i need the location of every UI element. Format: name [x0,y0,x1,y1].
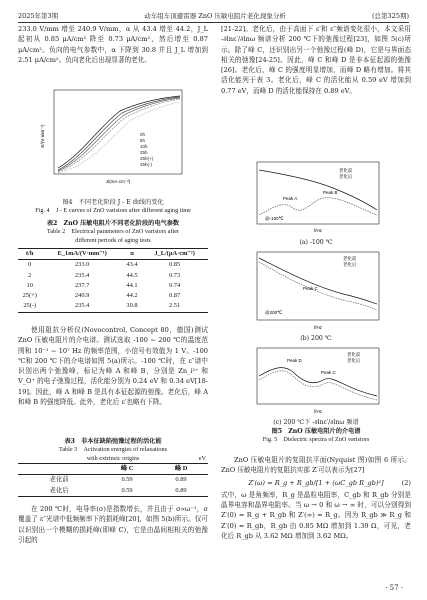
table-cell: 237.7 [74,281,90,289]
header-issue: 2025年第3期 [18,12,59,20]
left-mid-paragraph: 使用阻抗分析仪(Novocontrol, Concept 80，德国)测试 ZnO 压敏电阻片的介电谱。测试选取 -100 ~ 200 ℃的温度范围和 10⁻¹ ~ 10⁷ Hz 的频率范围，小信号有效值为 1 V。-100 ℃和 200 ℃下的介电谱如图 5(a)所示。-100 ℃时，在 ε″谱中识别出两个弛豫峰，标记为峰 A 和峰 B，分别是 Zn_i²⁺ 和 V_O⁺ 的电子弛豫过程，活化能分别为 0.24 eV 和 0.34 eV[18-19]。因此，峰 A 和峰 B 是具有本征起源的弛豫。老化后，峰 A 和峰 B 的强度降低。此外，老化后 ε′也略有下降。 [18,326,208,407]
table-row [18,260,208,271]
fig4-caption-cn: 图4 不同老化阶段 J - E 曲线的变化 [62,199,164,206]
fig5a-frame [257,162,379,224]
fig5a-curve-eps-double [259,198,377,215]
fig5a-xlabel: f/Hz [313,228,323,233]
fig5c-curve-before [259,368,377,396]
table2-header-e1ma: E_1mA/(V·mm⁻¹) [57,250,107,257]
table-cell: 25(+) [22,292,37,300]
fig5c-subcaption: (c) 200 ℃下 -∂lnε′/∂lnω 频谱 [273,419,359,426]
right-last-paragraph: 式中，ω 是角频率，R_g 是晶粒电阻率，C_gb 和 R_gb 分别是晶界电容和晶界电阻率。当 ω → 0 和 ω → ∞ 时，可以分别得到 Z′(0) = R_g + R_gb 和 Z′(∞) = R_g。因为 R_gb ≫ R_g 和 Z′(0) ≈ R_gb，R_gb 由 0.85 MΩ 增加到 1.39 Ω，可见，老化后 R_gb 从 3.62 MΩ 增加到 3.62 MΩ。 [221,490,411,541]
fig5a-subcaption: (a) -100 ℃ [299,239,333,246]
fig5-caption-block [221,418,411,445]
table2-title-en-1: Table 2 Electrical parameters of ZnO varistors after [46,228,180,235]
fig5c-frame [257,348,379,404]
left-bottom-paragraph: 在 200 ℃时，电导率(σ)是指数增长，并且由于 σ∝ω⁻¹，σ 覆盖了 ε″光谱中低频频率下的损耗峰[20]，如图 5(b)所示。仅可以识别出一个模糊的损耗峰(即峰 C)，它是由晶间相相关的弛豫引起的 [18,505,208,544]
table2-block [18,219,208,313]
page-number: · 57 · [385,584,403,592]
table-cell: 0 [28,261,32,269]
table3-title-en-1: Table 3 Activation energies of relaxations [58,446,168,453]
left-mid-text [18,325,208,407]
fig5b-subcaption: (b) 200 ℃ [300,335,332,342]
fig5a-peak-a-label: Peak A [283,196,298,201]
fig5a-temp: @-100℃ [265,216,284,221]
table2-title-cn: 表2 ZnO 压敏电阻片不同老化阶段的电气参数 [46,220,180,227]
table-cell: 44.1 [126,281,138,289]
table-cell: 43.4 [126,261,138,269]
table3-title-en-2-text: with extrinsic origins [86,454,140,462]
table-cell: 0.87 [169,292,181,300]
header-total-issue: (总第325期) [372,12,409,20]
table-cell: 235.4 [74,271,90,279]
fig5a-peak-b-label: Peak B [323,190,338,195]
equation-2 [221,478,411,488]
fig5b-legend-before: 老化前 [343,256,357,261]
figure-5b-dielectric-200 [243,250,383,335]
running-header [18,6,409,23]
table-row [18,486,208,497]
fig5b-xlabel: f/Hz [313,325,323,330]
table-row [18,301,208,312]
fig5a-legend-after: 老化后 [339,174,353,179]
fig4-legend-25h-pos: 25h(+) [140,156,154,161]
table-cell: 老化后 [49,486,69,494]
fig4-xlabel: J/(mA·cm⁻²) [105,179,131,184]
table2-header-row [18,249,208,260]
table-cell: 老化前 [49,476,69,484]
fig4-legend-25h: 25h [140,150,148,155]
table-cell: 2 [28,271,32,279]
fig5c-curve-after [259,371,377,400]
fig5c-peak-d-label: Peak D [287,358,302,363]
fig4-ylabel: E/(V·mm⁻¹) [40,124,45,148]
table2 [18,248,208,313]
fig5b-curve-before [259,258,377,304]
fig5b-peak-c-label: Peak C [303,286,318,291]
table-cell: 44.5 [126,271,138,279]
left-column [18,24,208,65]
table-cell: 44.2 [126,292,138,300]
table3-block [18,437,208,497]
table-cell: 0.59 [121,486,133,494]
fig4-curve-10h [58,98,180,171]
fig4-legend-10h: 10h [140,144,148,149]
table-cell: 0.89 [175,486,187,494]
table-row [18,291,208,301]
table2-header-jl: J_L/(μA·cm⁻²) [154,250,195,257]
table-cell: 233.0 [74,261,90,269]
table-cell: 235.4 [74,302,90,310]
right-bottom-paragraph: ZnO 压敏电阻片的复阻抗平面(Nyquist 图)如图 6 所示。ZnO 压敏电阻片的复阻抗实部 Z′可以表示为[27] [221,456,411,475]
fig4-legend-25h-neg: 25h(-) [140,162,153,167]
table3-header-row [18,464,208,475]
right-top-paragraph: [21-22]。老化后，由于高面下 ε′和 ε″频谱变化很小，本文采用 -∂lnε′/∂lnω 频谱分析 200 ℃下的弛豫过程[23]，如图 5(c)所示。除了峰 C，还识别出另一个弛豫过程(峰 D)，它是与界面态相关的弛豫[24-25]。因此，峰 C 和峰 D 是非本征起源的弛豫[26]。老化后，峰 C 的强度明显增加，而峰 D 略有增加。将其活化能列于表 3。老化后，峰 C 的活化能从 0.59 eV 增加到 0.77 eV，而峰 D 的活化能保持在 0.89 eV。 [221,25,411,95]
table-cell: 10 [26,281,33,289]
table-cell: 30.8 [126,302,138,310]
fig5c-peak-c-label: Peak C [321,370,336,375]
fig4-caption-en: Fig. 4 J - E curves of ZnO varistors after different aging time [35,207,191,214]
table-cell: 0.59 [121,476,133,484]
table3-header-peak-d: 峰 D [174,465,188,472]
fig4-caption-block [18,198,208,216]
fig5b-temp: @200℃ [265,310,283,315]
figure-4-jE-curves [40,86,190,196]
equation-body: Z′(ω) = R_g + R_gb/[1 + (ωC_gb R_gb)²] [248,478,384,487]
table-row [18,271,208,281]
fig4-curve-25h-neg [58,102,180,173]
table-cell: 0.85 [169,261,181,269]
fig4-curves [58,96,180,173]
fig5c-legend-before: 老化前 [347,352,361,357]
table-cell: 0.74 [169,281,181,289]
right-column-top [221,24,411,96]
table-row [18,475,208,486]
table2-header-alpha: α [130,250,134,257]
table-cell: 2.51 [169,302,181,310]
fig4-legend-5h: 5h [140,138,146,143]
table-row [18,281,208,291]
table-cell: 0.73 [169,271,181,279]
fig4-legend [140,132,154,167]
table3-title-cn: 表3 非本征缺陷弛豫过程的活化能 [64,438,162,445]
left-bottom-text [18,504,208,545]
table3 [18,463,208,497]
left-top-paragraph: 233.0 V/mm 增至 240.9 V/mm，α 从 43.4 增至 44.2，J_L 起初从 0.85 μA/cm² 降至 0.73 μA/cm²，然后增至 0.87 μA/cm²。负向的电气参数中，α 下降到 30.8 并且 J_L 增加到 2.51 μA/cm²。负向老化后出现显著的老化。 [18,25,208,64]
fig5b-legend-after: 老化后 [343,262,357,267]
table2-title-en-2: different periods of aging tests [75,236,151,244]
fig5c-xlabel: f/Hz [313,409,323,414]
right-bottom-text [221,455,411,541]
header-title: 动车组车顶避雷器 ZnO 压敏电阻片老化现象分析 [144,12,286,20]
figure-5a-dielectric-minus100 [243,160,383,238]
table3-header-peak-c: 峰 C [120,465,134,472]
fig4-curve-5h [58,97,180,170]
figure-5c-derivative-spectrum [243,346,383,418]
equation-number: (2) [401,478,411,487]
fig5c-legend-after: 老化后 [347,358,361,363]
fig5-caption-cn: 图5 ZnO 压敏电阻片的介电谱 [271,428,361,435]
table3-header-blank [18,464,100,475]
table-cell: 240.9 [74,292,90,300]
table-cell: 25(-) [23,302,37,310]
table3-title-en-2 [18,455,208,464]
table2-header-time: t/h [26,250,34,257]
table3-unit: eV [198,454,206,462]
fig5a-legend-before: 老化前 [339,168,353,173]
fig4-curve-25h-pos [58,99,180,172]
fig4-legend-0h: 0h [140,132,146,137]
table-cell: 0.89 [175,476,187,484]
fig5-caption-en: Fig. 5 Dielectric spectra of ZnO varistors [262,436,370,443]
fig5a-curve-eps-prime [259,170,377,210]
